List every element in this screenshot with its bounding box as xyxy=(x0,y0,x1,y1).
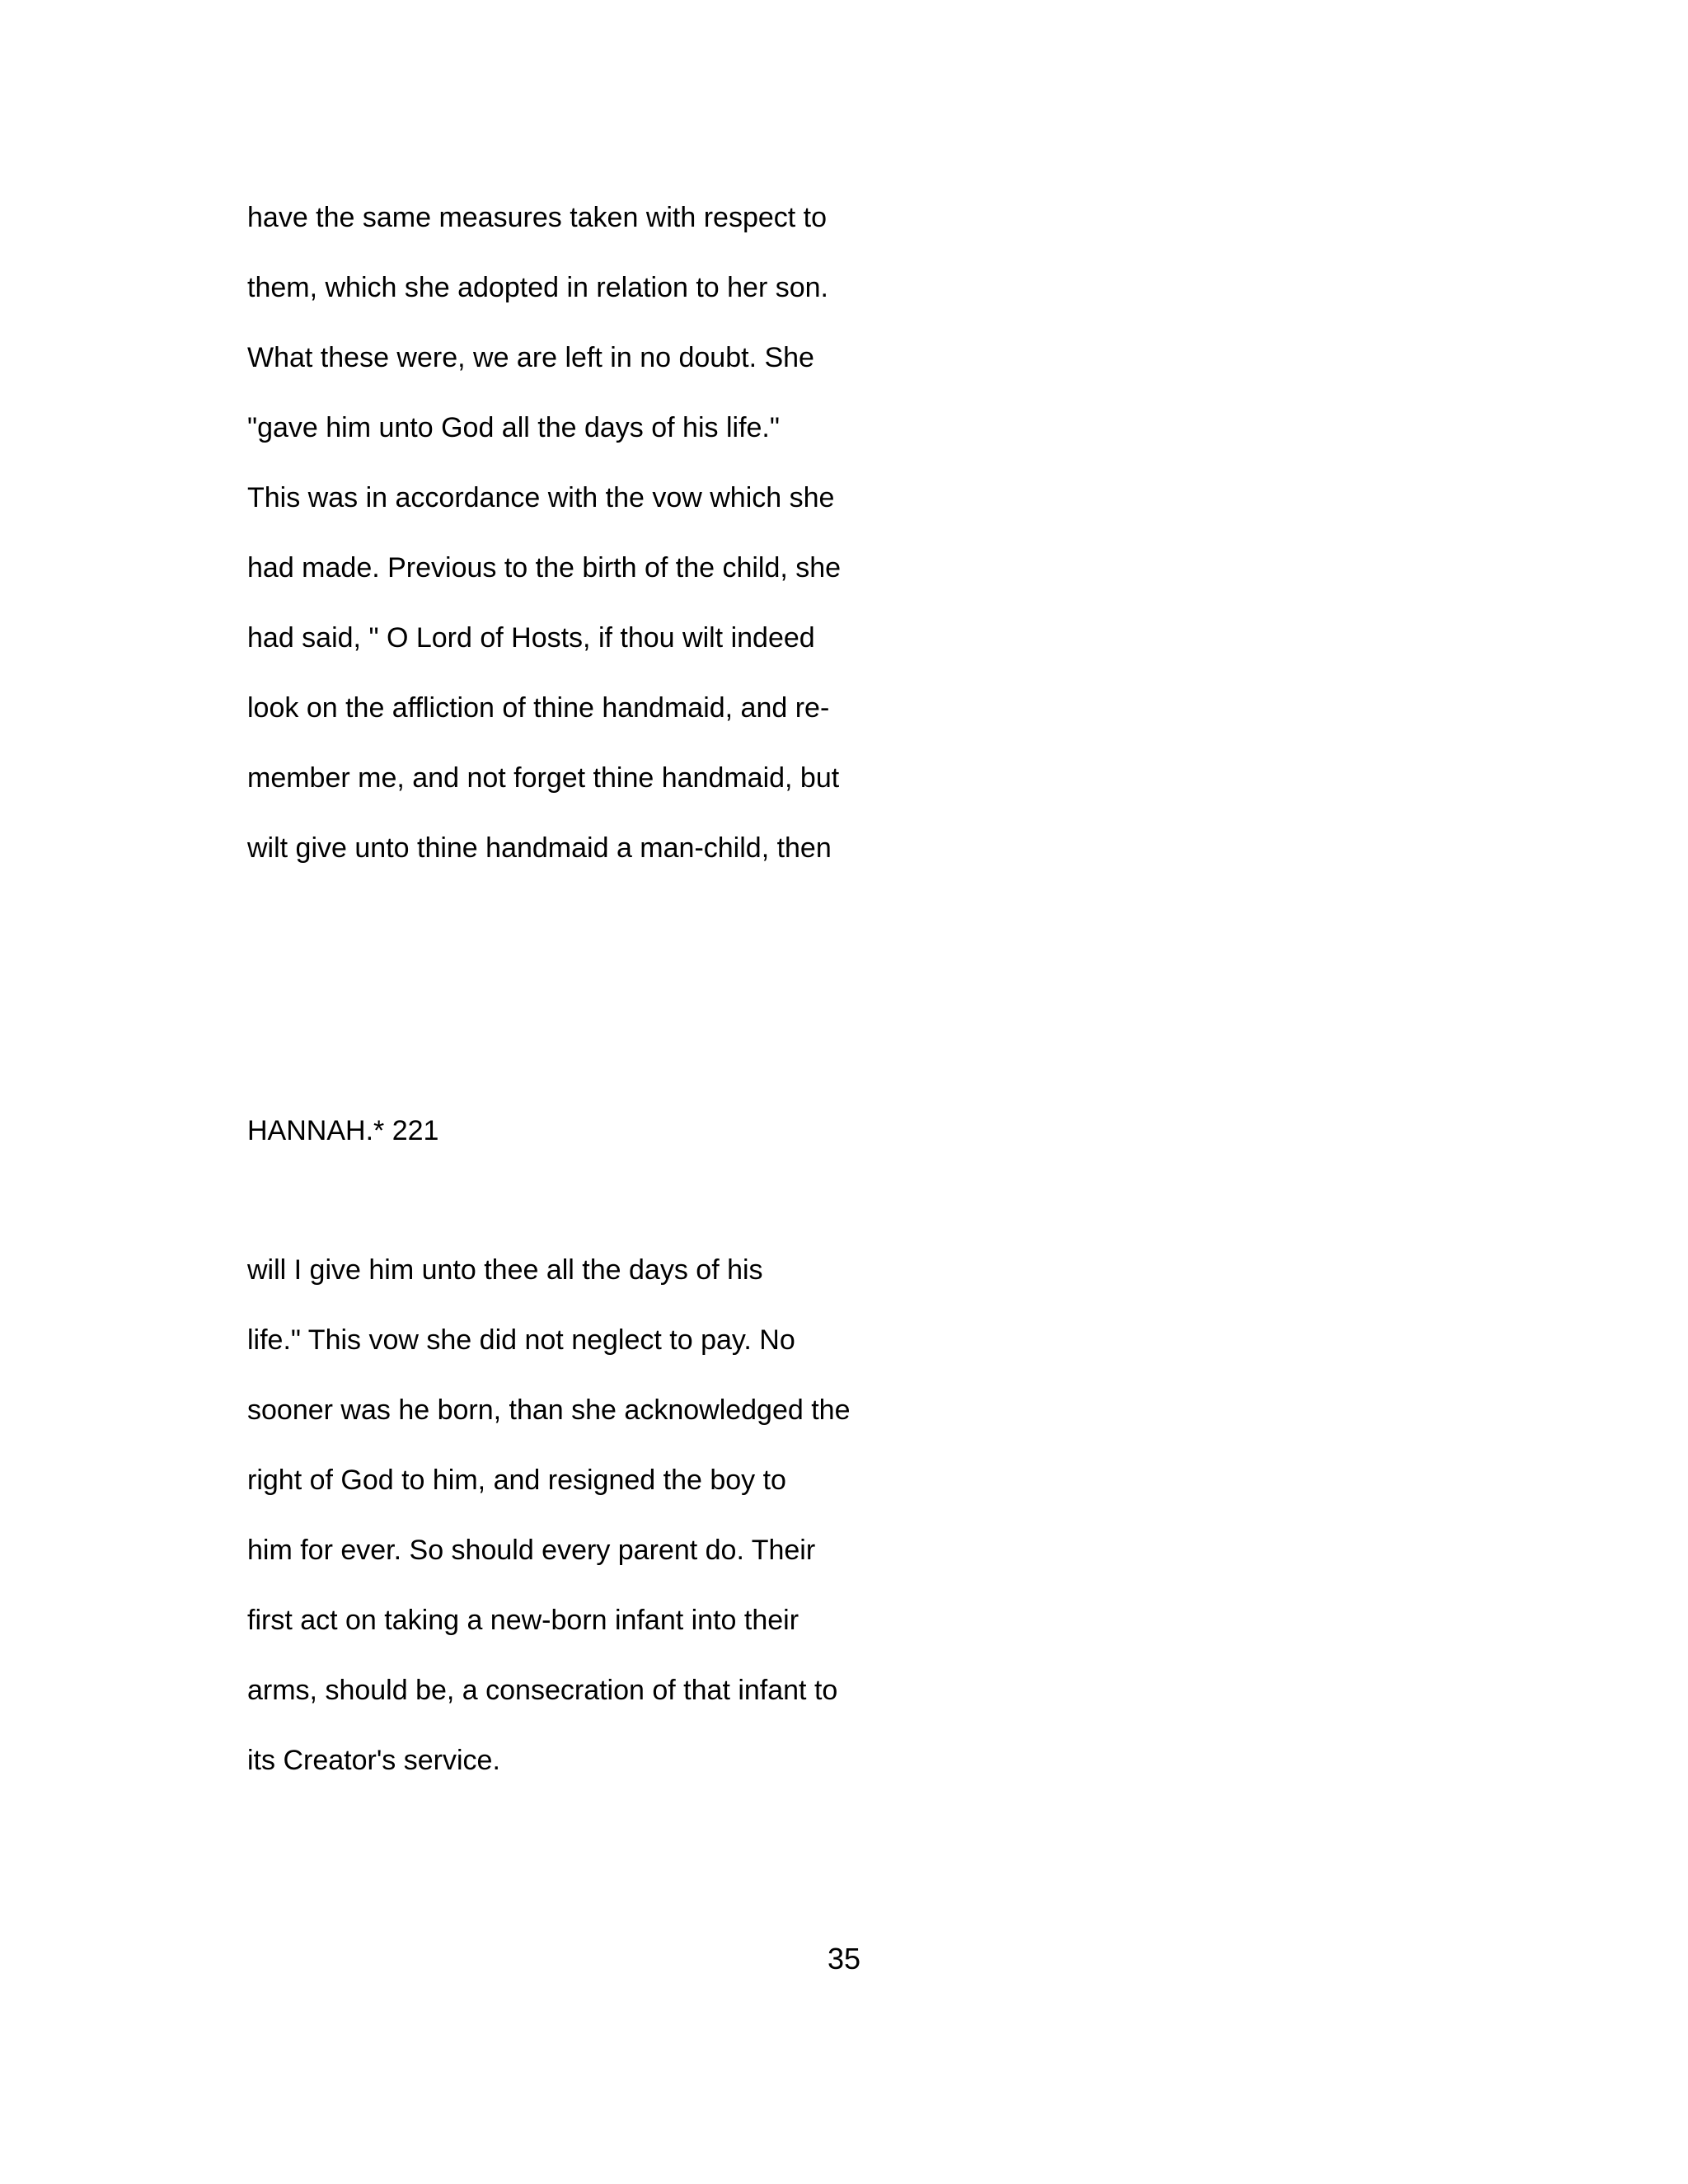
text-line: will I give him unto thee all the days of his xyxy=(247,1254,763,1286)
text-line: right of God to him, and resigned the boy to xyxy=(247,1465,786,1496)
page-number: 35 xyxy=(827,1942,861,1975)
text-line: arms, should be, a consecration of that infant to xyxy=(247,1675,838,1706)
running-head: HANNAH.* 221 xyxy=(247,1115,439,1146)
text-line: This was in accordance with the vow which she xyxy=(247,482,835,513)
text-line: its Creator's service. xyxy=(247,1745,500,1776)
text-line: sooner was he born, than she acknowledged the xyxy=(247,1394,851,1426)
text-line: life." This vow she did not neglect to pay. No xyxy=(247,1324,795,1356)
text-line: "gave him unto God all the days of his life." xyxy=(247,412,780,443)
text-line: had said, " O Lord of Hosts, if thou wilt indeed xyxy=(247,622,815,654)
text-line: look on the affliction of thine handmaid, and re- xyxy=(247,692,830,724)
text-line: member me, and not forget thine handmaid, but xyxy=(247,762,840,794)
text-line: have the same measures taken with respect to xyxy=(247,202,828,233)
text-line: wilt give unto thine handmaid a man-child, then xyxy=(247,832,832,864)
body-text-bottom xyxy=(247,1235,1319,1796)
text-line: them, which she adopted in relation to her son. xyxy=(247,272,828,303)
text-line: first act on taking a new-born infant into their xyxy=(247,1605,799,1636)
body-text-top xyxy=(247,183,1319,883)
text-line: him for ever. So should every parent do. Their xyxy=(247,1535,816,1566)
text-line: What these were, we are left in no doubt. She xyxy=(247,342,814,373)
text-line: had made. Previous to the birth of the child, she xyxy=(247,552,842,583)
